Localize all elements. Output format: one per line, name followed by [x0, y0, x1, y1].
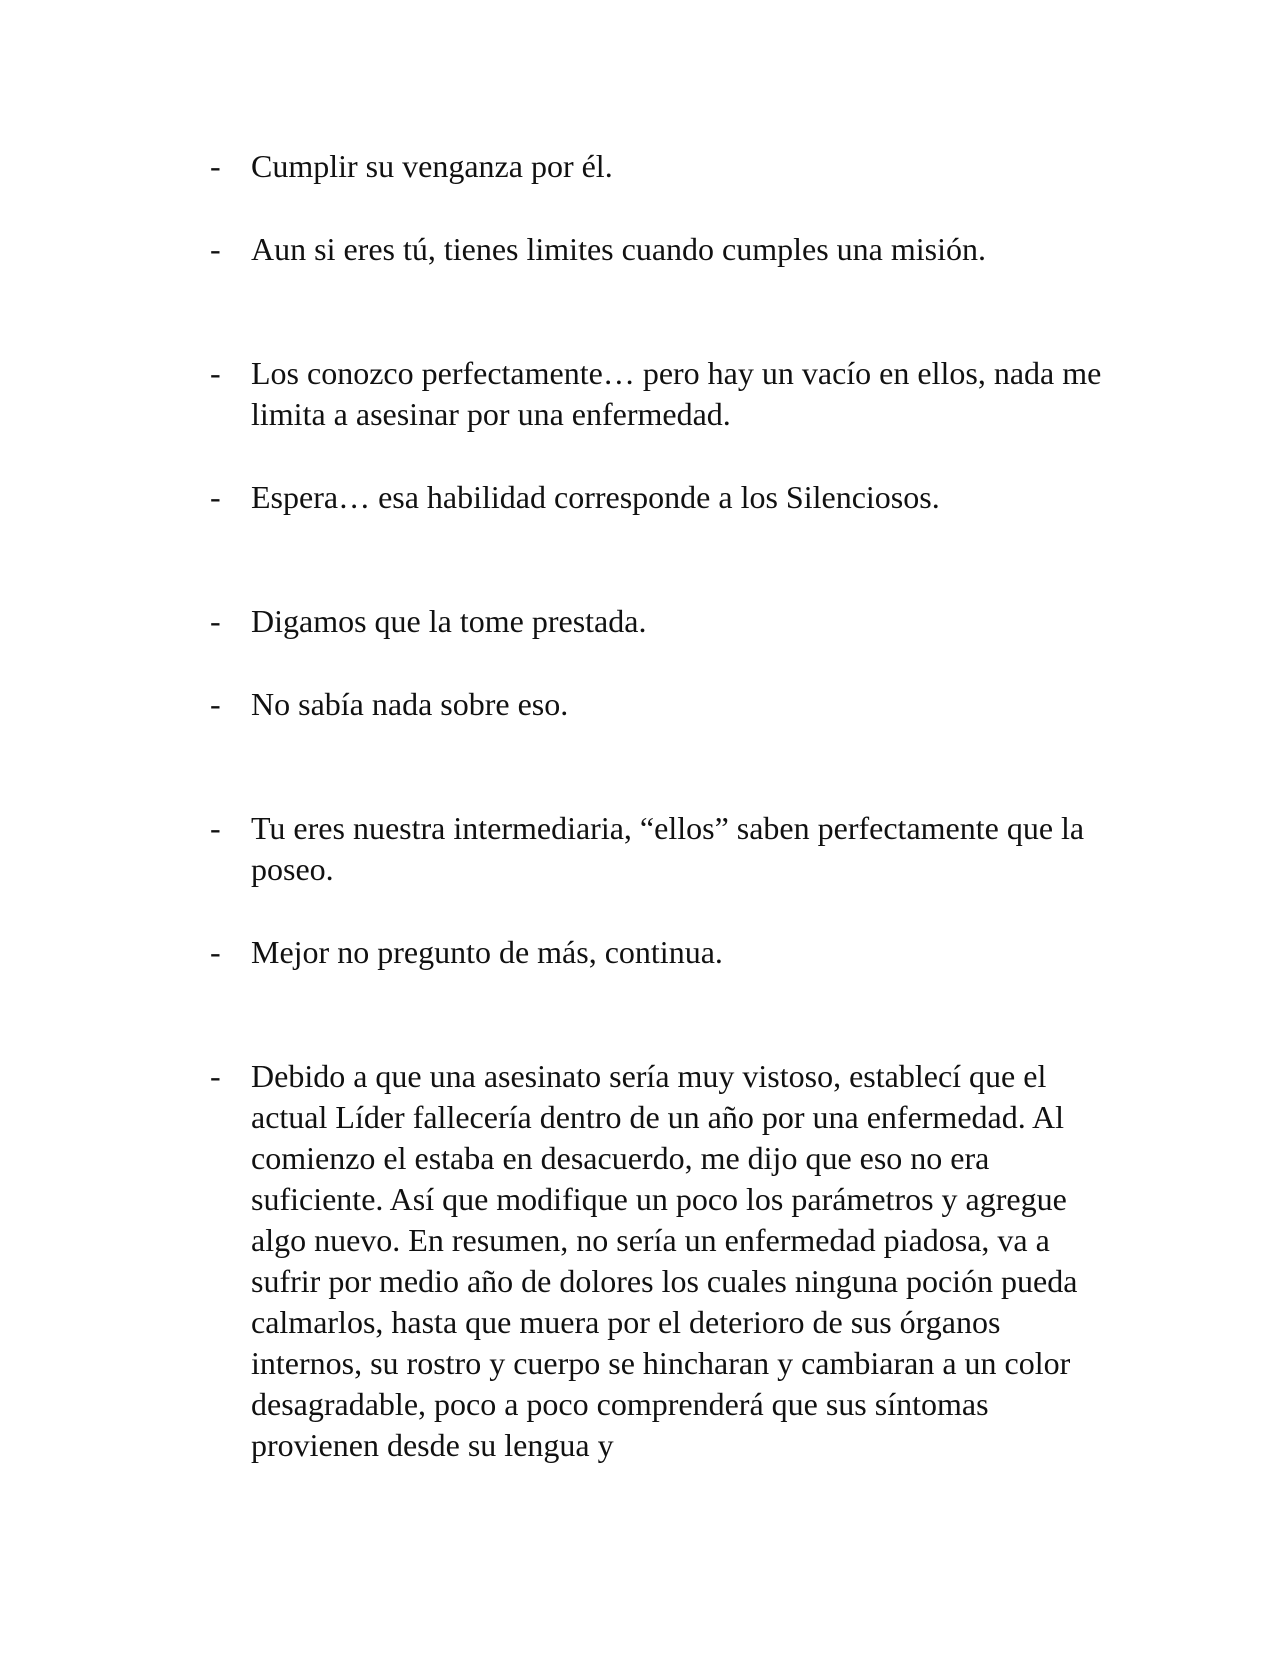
dialogue-dash: - [210, 934, 221, 970]
dialogue-text: No sabía nada sobre eso. [251, 686, 569, 722]
dialogue-text: Debido a que una asesinato sería muy vistoso, establecí que el actual Líder fallecería dentro de un año por una enfermedad. Al comienzo el estaba en desacuerdo, me dijo que eso no era suficiente. Así que modifique un poco los parámetros y agregue algo nuevo. En resumen, no sería un enfermedad piadosa, va a sufrir por medio año de dolores los cuales ninguna poción pueda calmarlos, hasta que muera por el deterioro de sus órganos internos, su rostro y cuerpo se hincharan y cambiaran a un color desagradable, poco a poco comprenderá que sus síntomas provienen desde su lengua y [251, 1058, 1078, 1463]
dialogue-dash: - [210, 603, 221, 639]
dialogue-dash: - [210, 479, 221, 515]
dialogue-dash: - [210, 355, 221, 391]
dialogue-text: Los conozco perfectamente… pero hay un vacío en ellos, nada me limita a asesinar por una enfermedad. [251, 355, 1102, 432]
dialogue-text: Tu eres nuestra intermediaria, “ellos” saben perfectamente que la poseo. [251, 810, 1085, 887]
dialogue-dash: - [210, 148, 221, 184]
dialogue-text: Aun si eres tú, tienes limites cuando cumples una misión. [251, 231, 986, 267]
dialogue-dash: - [210, 231, 221, 267]
dialogue-dash: - [210, 810, 221, 846]
dialogue-text: Cumplir su venganza por él. [251, 148, 613, 184]
dialogue-dash: - [210, 1058, 221, 1094]
dialogue-text: Mejor no pregunto de más, continua. [251, 934, 723, 970]
dialogue-dash: - [210, 686, 221, 722]
dialogue-text: Espera… esa habilidad corresponde a los Silenciosos. [251, 479, 940, 515]
dialogue-text: Digamos que la tome prestada. [251, 603, 647, 639]
